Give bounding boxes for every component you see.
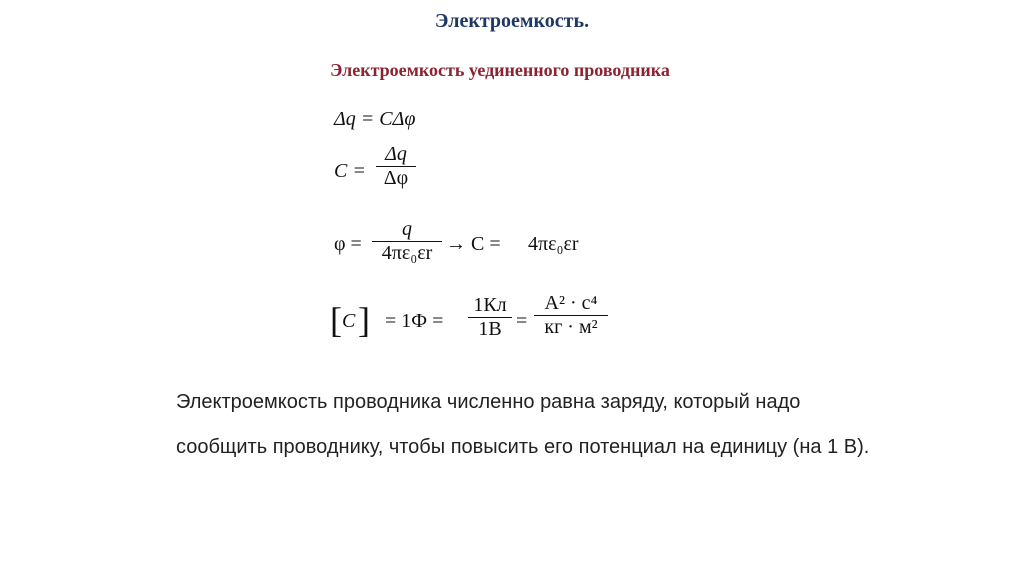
formula-arrow-capacitance: → C = [446,233,501,255]
fraction-numerator: q [402,218,412,240]
fraction-denominator: 1В [478,318,502,340]
formula-capacitance-lhs: C = [334,160,366,182]
unit-farad: = 1Ф = [385,310,444,332]
slide-subtitle: Электроемкость уединенного проводника [330,60,670,80]
fraction-denominator: Δφ [383,167,409,189]
fraction-denominator: 4πε₀εr [381,242,433,264]
definition-paragraph: Электроемкость проводника численно равна заряду, который надо сообщить проводнику, чтобы повысить его потенциал на единицу (на 1 В). [176,391,870,458]
fraction-denominator: кг · м² [544,316,598,338]
unit-si-fraction [534,292,608,339]
formula-capacitance-fraction [376,143,416,190]
fraction-numerator: Δq [385,143,407,165]
formula-potential-lhs: φ = [334,233,362,255]
unit-bracket-open: [ [330,300,342,340]
unit-coulomb-volt-fraction [468,294,512,341]
formula-charge-capacitance: Δq = CΔφ [334,108,416,130]
fraction-numerator: 1Кл [473,294,507,316]
unit-equals: = [516,310,528,332]
formula-potential-fraction [372,218,442,265]
unit-variable: C [342,310,356,332]
fraction-numerator: А² · с⁴ [544,292,598,314]
formula-sphere-capacitance: 4πε₀εr [528,233,579,255]
unit-bracket-close: ] [358,300,370,340]
slide-title: Электроемкость. [434,10,590,32]
